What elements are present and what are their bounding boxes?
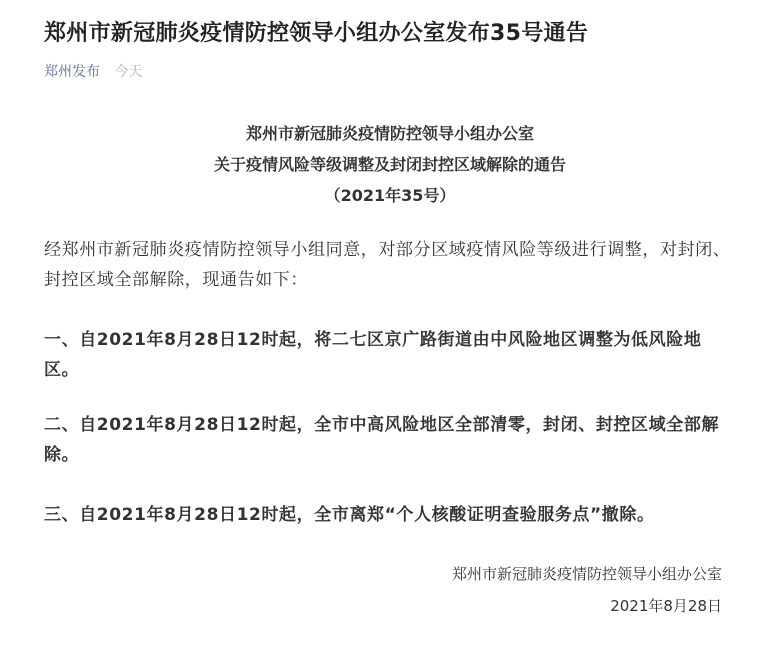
article-meta xyxy=(44,62,142,82)
notice-heading-line-2: 关于疫情风险等级调整及封闭封控区域解除的通告 xyxy=(213,155,566,174)
notice-heading-line-1: 郑州市新冠肺炎疫情防控领导小组办公室 xyxy=(245,124,534,143)
article-title: 郑州市新冠肺炎疫情防控领导小组办公室发布35号通告 xyxy=(44,21,589,46)
notice-item-3: 三、自2021年8月28日12时起，全市离郑“个人核酸证明查验服务点”撤除。 xyxy=(44,505,655,525)
signature-org: 郑州市新冠肺炎疫情防控领导小组办公室 xyxy=(451,565,722,583)
signature-date: 2021年8月28日 xyxy=(610,597,722,615)
notice-item-2: 二、自2021年8月28日12时起，全市中高风险地区全部清零，封闭、封控区域全部解除。 xyxy=(44,415,720,465)
source-link[interactable]: 郑州发布 xyxy=(44,64,100,80)
intro-paragraph: 经郑州市新冠肺炎疫情防控领导小组同意，对部分区域疫情风险等级进行调整，对封闭、封控区域全部解除，现通告如下： xyxy=(44,240,731,290)
publish-date: 今天 xyxy=(114,64,143,80)
signature-block xyxy=(452,558,722,622)
notice-heading-line-3: （2021年35号） xyxy=(324,186,456,205)
notice-heading xyxy=(44,118,736,211)
notice-item-1: 一、自2021年8月28日12时起，将二七区京广路街道由中风险地区调整为低风险地区。 xyxy=(44,330,702,380)
